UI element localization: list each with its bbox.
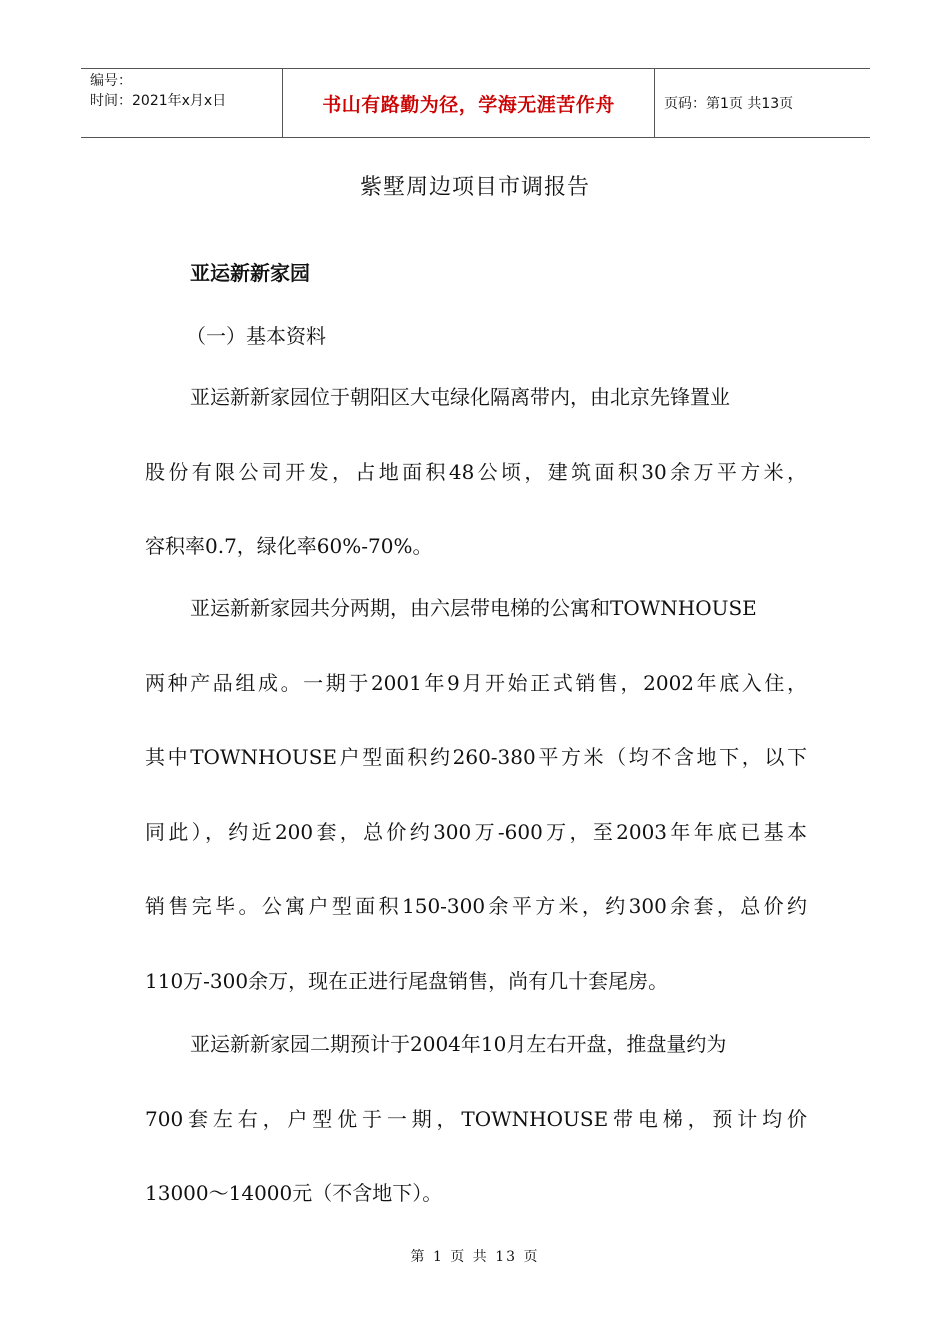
paragraph-line: 同此），约近200套，总价约300万-600万，至2003年年底已基本 (145, 819, 807, 844)
header-meta (81, 69, 282, 137)
paragraph-line: 13000～14000元（不含地下）。 (145, 1181, 443, 1205)
paragraph-line: 容积率0.7，绿化率60%-70%。 (145, 534, 433, 558)
paragraph-line: 销售完毕。公寓户型面积150-300余平方米，约300余套，总价约 (145, 894, 807, 918)
header-motto-cell (282, 69, 655, 137)
header-page-info: 页码：第1页 共13页 (664, 96, 794, 112)
paragraph-line: 110万-300余万，现在正进行尾盘销售，尚有几十套尾房。 (145, 968, 669, 993)
paragraph-3 (145, 1030, 807, 1254)
header-motto: 书山有路勤为径，学海无涯苦作舟 (322, 93, 615, 116)
section-title: 亚运新新家园 (190, 261, 310, 285)
paragraph-1 (145, 383, 807, 607)
document-title: 紫墅周边项目市调报告 (359, 175, 590, 200)
paragraph-2 (145, 594, 807, 1041)
number-label: 编号： (90, 73, 132, 89)
time-label: 时间：2021年x月x日 (90, 93, 227, 109)
paragraph-line: 亚运新新家园二期预计于2004年10月左右开盘，推盘量约为 (190, 1032, 727, 1056)
paragraph-line: 其中TOWNHOUSE户型面积约260-380平方米（均不含地下，以下 (145, 745, 807, 769)
section-subtitle: （一）基本资料 (186, 324, 326, 348)
paragraph-line: 亚运新新家园位于朝阳区大屯绿化隔离带内，由北京先锋置业 (190, 385, 730, 409)
paragraph-line: 700套左右，户型优于一期，TOWNHOUSE带电梯，预计均价 (145, 1106, 807, 1131)
page-footer: 第 1 页 共 13 页 (410, 1249, 540, 1265)
paragraph-line: 两种产品组成。一期于2001年9月开始正式销售，2002年底入住， (145, 670, 807, 695)
header-table (81, 68, 870, 138)
paragraph-line: 亚运新新家园共分两期，由六层带电梯的公寓和TOWNHOUSE (190, 596, 757, 620)
paragraph-line: 股份有限公司开发，占地面积48公顷，建筑面积30余万平方米， (145, 459, 807, 484)
